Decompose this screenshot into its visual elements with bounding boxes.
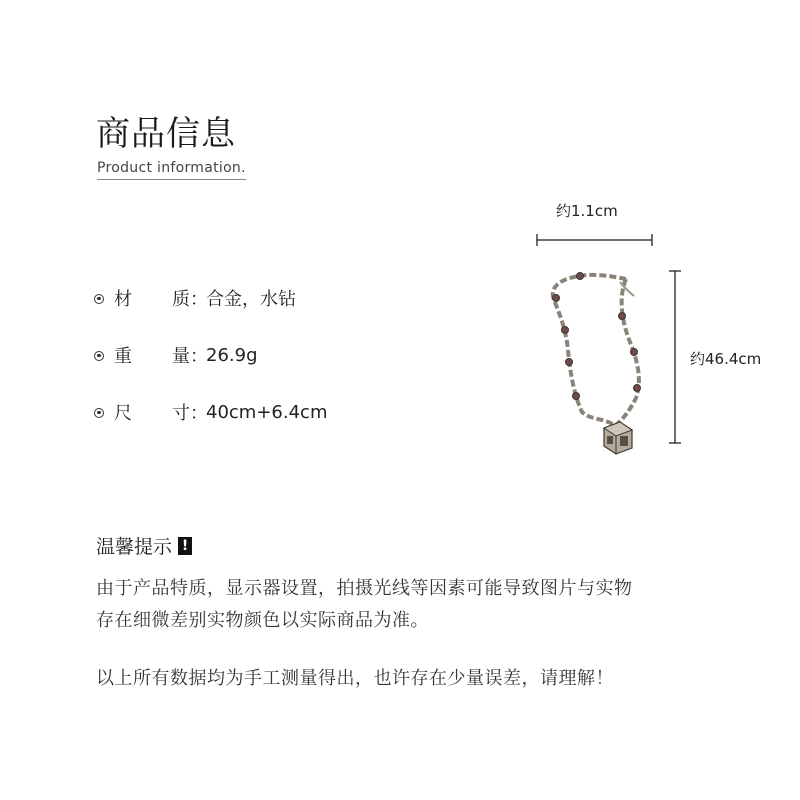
spec-value: 40cm+6.4cm xyxy=(206,401,328,423)
cube-pendant xyxy=(604,422,632,454)
notice-text-line-2: 存在细微差别实物颜色以实际商品为准。 xyxy=(96,610,429,631)
spec-value: 26.9g xyxy=(206,344,258,366)
notice-text-line-3: 以上所有数据均为手工测量得出，也许存在少量误差，请理解！ xyxy=(96,668,614,689)
spec-label: 尺 寸 xyxy=(114,403,190,424)
spec-label: 重 量 xyxy=(114,346,190,367)
width-measure-line xyxy=(537,234,652,246)
width-dimension-label: 约1.1cm xyxy=(556,202,618,220)
exclamation-icon: ! xyxy=(178,537,192,555)
spec-colon: ： xyxy=(190,289,208,310)
necklace-image xyxy=(553,273,641,455)
spec-label: 材 质 xyxy=(114,289,190,310)
spec-colon: ： xyxy=(190,346,208,367)
notice-title: 温馨提示 ! xyxy=(96,532,192,559)
length-dimension-label: 约46.4cm xyxy=(690,350,762,368)
notice-text-line-1: 由于产品特质，显示器设置，拍摄光线等因素可能导致图片与实物 xyxy=(96,578,633,599)
bullet-icon xyxy=(94,351,104,361)
page-title: 商品信息 xyxy=(96,114,236,154)
bullet-icon xyxy=(94,294,104,304)
bullet-icon xyxy=(94,408,104,418)
spec-value: 合金，水钻 xyxy=(206,289,296,310)
spec-row-material xyxy=(94,286,296,310)
spec-colon: ： xyxy=(190,403,208,424)
spec-row-size xyxy=(94,400,327,424)
necklace-diagram xyxy=(520,190,790,470)
length-measure-line xyxy=(669,271,681,443)
page-subtitle: Product information. xyxy=(97,160,246,180)
spec-row-weight xyxy=(94,343,258,367)
